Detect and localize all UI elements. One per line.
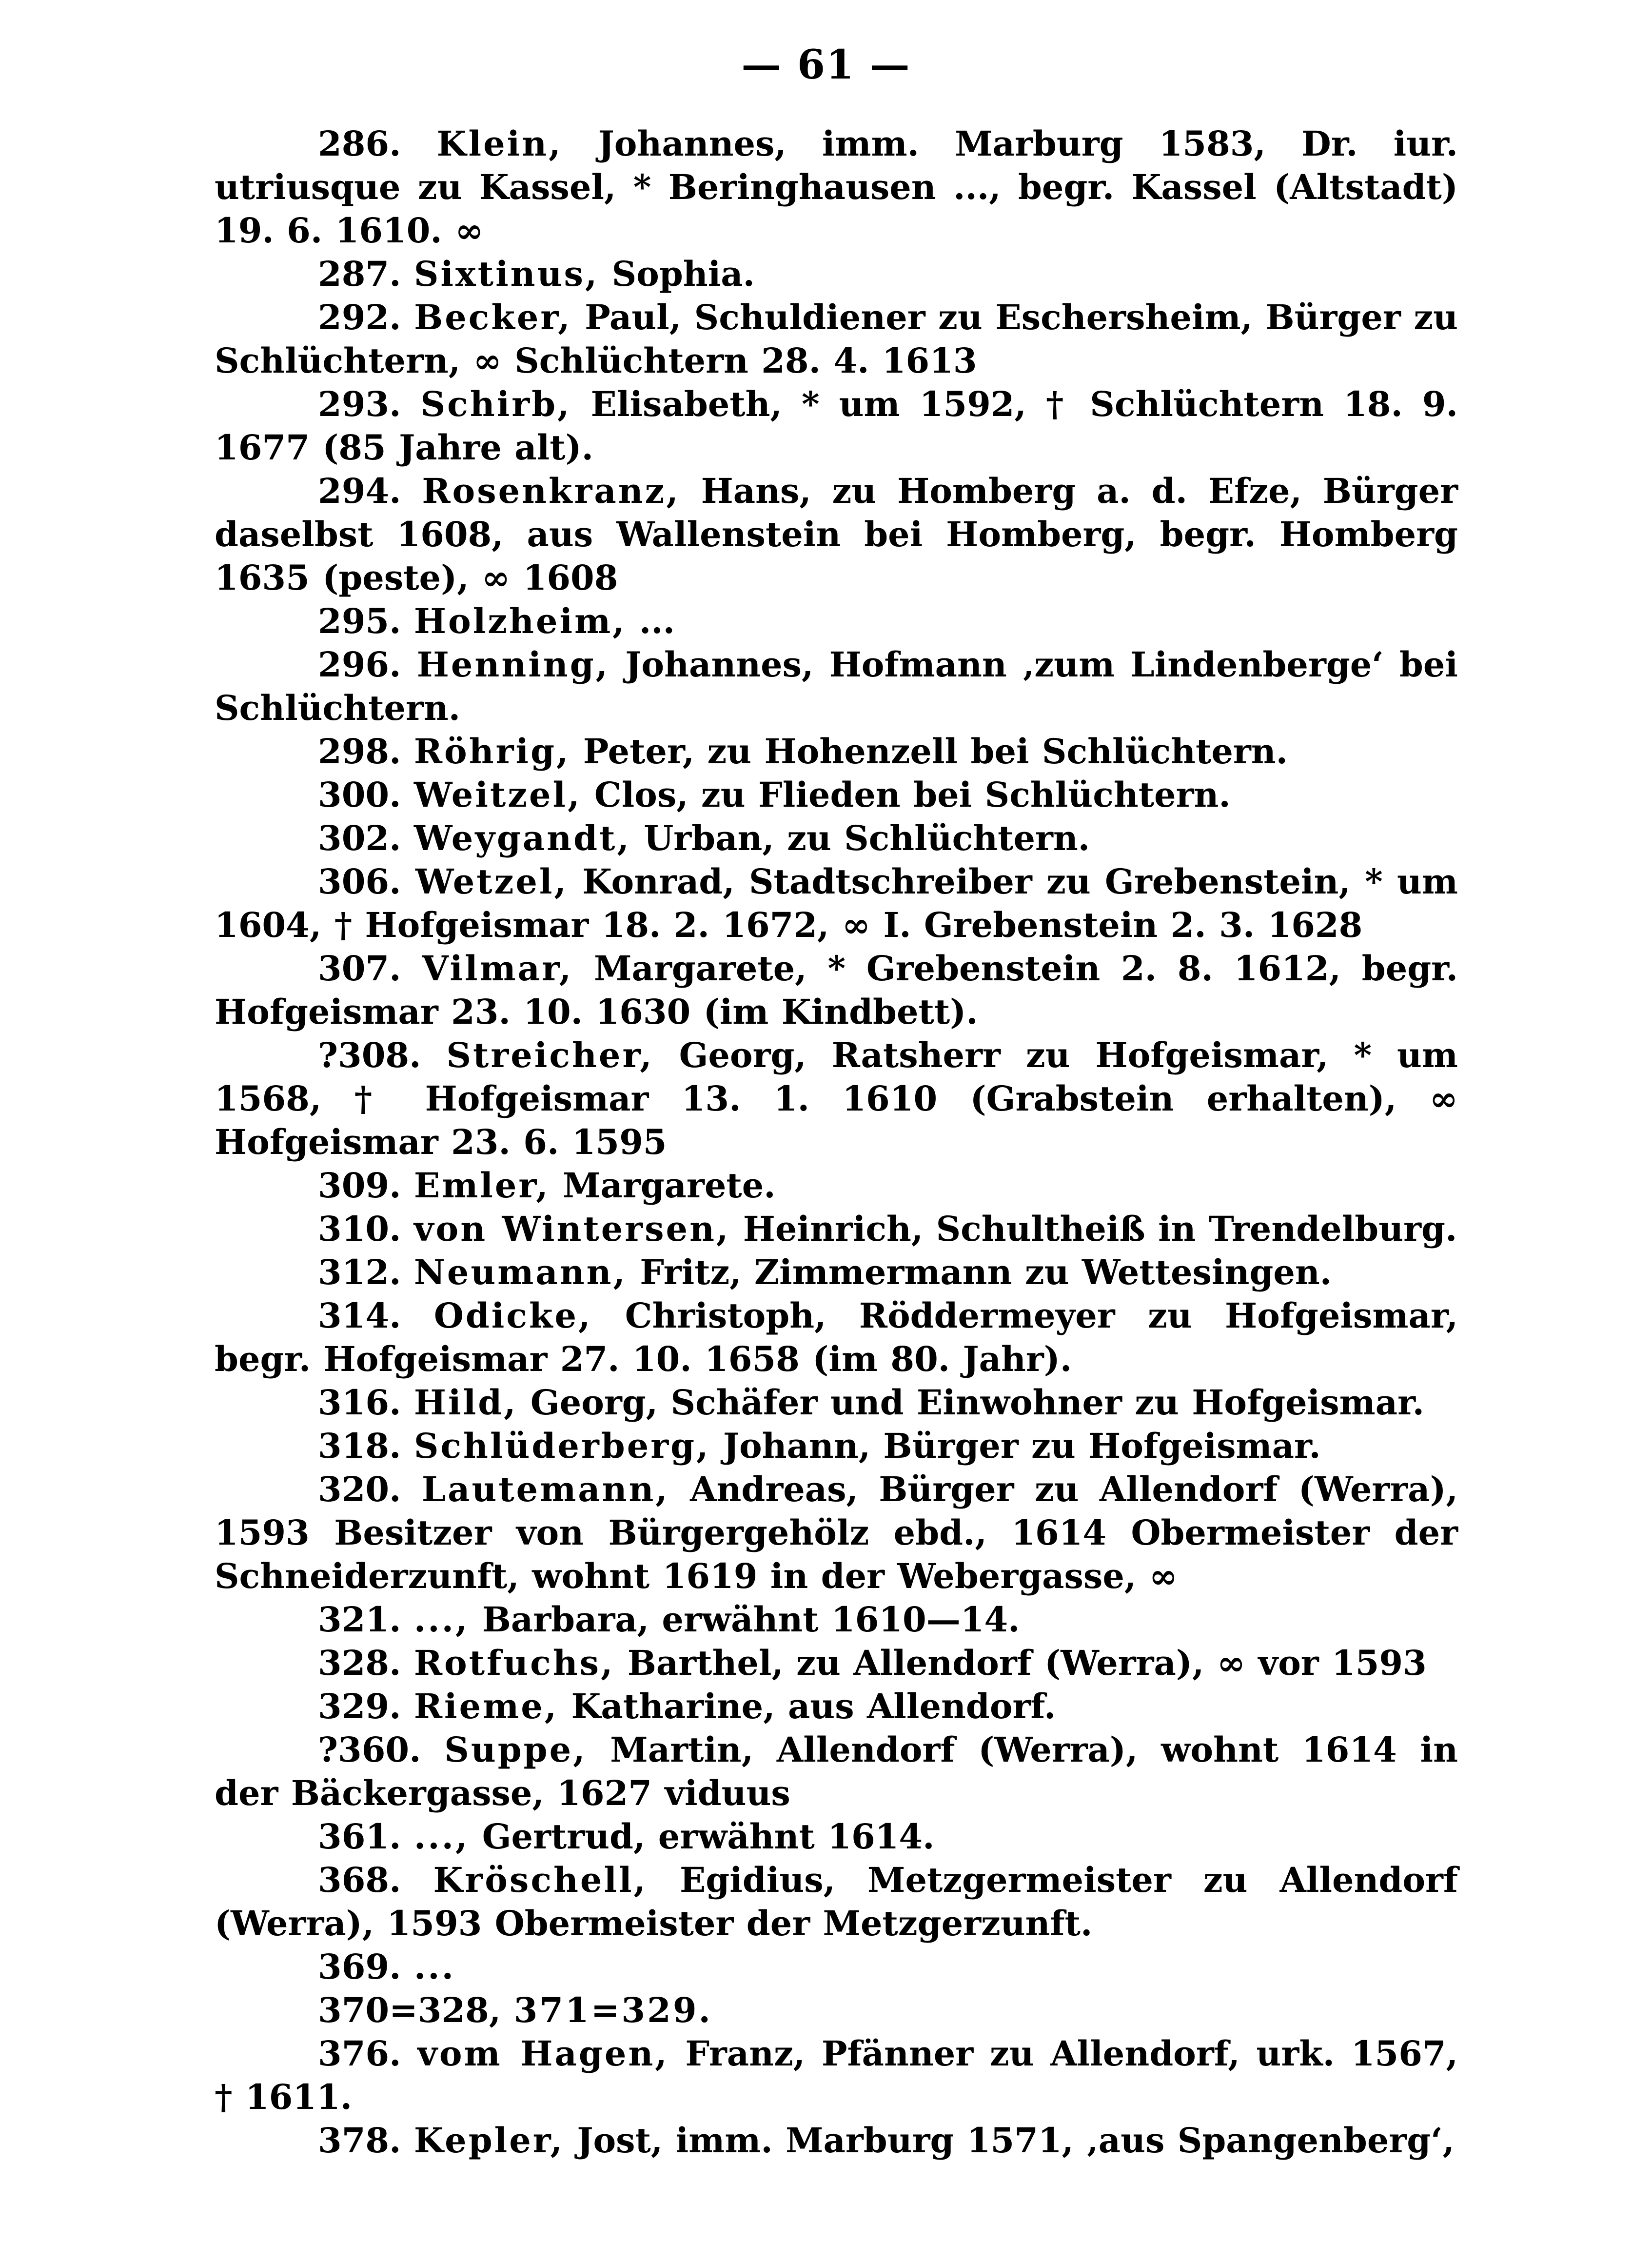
genealogy-entry-287 (215, 252, 1458, 296)
entry-number: 361. (318, 1816, 401, 1857)
entry-text: Jost, imm. Marburg 1571, ‚aus Spangenberg‘, (577, 2120, 1455, 2161)
genealogy-entry-312 (215, 1251, 1458, 1294)
entry-number: 307. (318, 948, 401, 989)
entry-name: Klein, (436, 123, 563, 164)
entry-number: 309. (318, 1165, 401, 1206)
entry-number: 370=328, (318, 1990, 501, 2030)
entry-name: Streicher, (446, 1035, 654, 1075)
entry-name: Schirb, (420, 384, 571, 424)
entry-text: Urban, zu Schlüchtern. (644, 818, 1090, 858)
entry-number: 287. (318, 254, 401, 294)
entry-text: Sophia. (611, 254, 755, 294)
entry-number: 320. (318, 1469, 401, 1509)
entry-text: Heinrich, Schultheiß in Trendelburg. (743, 1209, 1457, 1249)
entry-text: Martin, Allendorf (Werra), wohnt 1614 in der Bäckergasse, 1627 viduus (215, 1729, 1458, 1813)
genealogy-entry-294 (215, 469, 1458, 599)
entry-name: ... (413, 1946, 455, 1987)
entry-number: 376. (318, 2033, 401, 2074)
entry-name: Sixtinus, (413, 254, 599, 294)
genealogy-entry-370 (215, 1988, 1458, 2032)
entry-number: 378. (318, 2120, 401, 2161)
entry-name: Rieme, (413, 1686, 559, 1727)
entry-name: ..., (413, 1816, 470, 1857)
entry-text: Christoph, Röddermeyer zu Hofgeismar, begr. Hofgeismar 27. 10. 1658 (im 80. Jahr). (215, 1295, 1458, 1379)
entry-number: 300. (318, 774, 401, 815)
entry-text: Georg, Ratsherr zu Hofgeismar, * um 1568, † Hofgeismar 13. 1. 1610 (Grabstein erhalten), ∞ Hofgeismar 23. 6. 1595 (215, 1035, 1458, 1162)
genealogy-entry-309 (215, 1164, 1458, 1207)
genealogy-entry-368 (215, 1858, 1458, 1945)
entry-text: ... (639, 601, 675, 641)
genealogy-entry-286 (215, 122, 1458, 252)
entry-name: vom Hagen, (417, 2033, 669, 2074)
entry-number: 314. (318, 1295, 401, 1336)
entry-text: Hans, zu Homberg a. d. Efze, Bürger daselbst 1608, aus Wallenstein bei Homberg, begr. Homberg 1635 (peste), ∞ 1608 (215, 471, 1458, 598)
entry-number: 292. (318, 297, 401, 337)
entry-name: Neumann, (413, 1252, 627, 1292)
entry-name: Kröschell, (433, 1860, 648, 1900)
genealogy-entry-378 (215, 2119, 1458, 2162)
genealogy-entry-369 (215, 1945, 1458, 1988)
entry-text: Andreas, Bürger zu Allendorf (Werra), 1593 Besitzer von Bürgergehölz ebd., 1614 Obermeister der Schneiderzunft, wohnt 1619 in der Webergasse, ∞ (215, 1469, 1458, 1596)
genealogy-entry-321 (215, 1598, 1458, 1641)
entry-name: 371=329. (513, 1990, 712, 2030)
entry-name: Schlüderberg, (413, 1426, 710, 1466)
entry-name: Hild, (413, 1382, 518, 1423)
entry-name: Rotfuchs, (413, 1643, 615, 1683)
entry-name: Weitzel, (413, 774, 582, 815)
genealogy-entry-320 (215, 1468, 1458, 1598)
entry-name: von Wintersen, (413, 1209, 730, 1249)
entry-text: Katharine, aus Allendorf. (571, 1686, 1056, 1727)
entry-number: 302. (318, 818, 401, 858)
entry-name: Odicke, (433, 1295, 592, 1336)
entry-name: Lautemann, (421, 1469, 669, 1509)
entry-number: ?360. (318, 1729, 421, 1770)
genealogy-entry-list (215, 122, 1458, 2162)
entry-number: 312. (318, 1252, 401, 1292)
entry-number: 294. (318, 471, 401, 511)
entry-name: Vilmar, (422, 948, 573, 989)
genealogy-entry-318 (215, 1424, 1458, 1468)
entry-text: Johann, Bürger zu Hofgeismar. (723, 1426, 1321, 1466)
page-number: — 61 — (741, 41, 911, 88)
genealogy-entry-329 (215, 1685, 1458, 1728)
entry-name: Becker, (414, 297, 572, 337)
entry-text: Barthel, zu Allendorf (Werra), ∞ vor 1593 (627, 1643, 1427, 1683)
genealogy-entry-308 (215, 1033, 1458, 1164)
entry-text: Margarete, * Grebenstein 2. 8. 1612, begr. Hofgeismar 23. 10. 1630 (im Kindbett). (215, 948, 1458, 1032)
entry-text: Margarete. (562, 1165, 776, 1206)
entry-name: Wetzel, (415, 861, 568, 902)
entry-text: Barbara, erwähnt 1610—14. (482, 1599, 1020, 1640)
entry-text: Georg, Schäfer und Einwohner zu Hofgeismar. (530, 1382, 1424, 1423)
genealogy-entry-302 (215, 816, 1458, 860)
entry-number: 368. (318, 1860, 401, 1900)
entry-text: Paul, Schuldiener zu Eschersheim, Bürger zu Schlüchtern, ∞ Schlüchtern 28. 4. 1613 (215, 297, 1458, 381)
entry-text: Fritz, Zimmermann zu Wettesingen. (640, 1252, 1332, 1292)
entry-number: ?308. (318, 1035, 421, 1075)
entry-text: Gertrud, erwähnt 1614. (482, 1816, 935, 1857)
genealogy-entry-307 (215, 947, 1458, 1033)
genealogy-entry-293 (215, 382, 1458, 469)
entry-name: Henning, (416, 644, 610, 685)
genealogy-entry-316 (215, 1381, 1458, 1424)
entry-number: 329. (318, 1686, 401, 1727)
genealogy-entry-295 (215, 599, 1458, 643)
genealogy-entry-300 (215, 773, 1458, 816)
entry-number: 296. (318, 644, 401, 685)
entry-name: Kepler, (413, 2120, 564, 2161)
entry-text: Franz, Pfänner zu Allendorf, urk. 1567, † 1611. (215, 2033, 1458, 2117)
entry-name: Suppe, (444, 1729, 587, 1770)
entry-number: 286. (318, 123, 401, 164)
entry-text: Peter, zu Hohenzell bei Schlüchtern. (583, 731, 1288, 772)
genealogy-entry-298 (215, 730, 1458, 773)
entry-text: Elisabeth, * um 1592, † Schlüchtern 18. 9. 1677 (85 Jahre alt). (215, 384, 1458, 468)
entry-number: 310. (318, 1209, 401, 1249)
entry-number: 316. (318, 1382, 401, 1423)
entry-name: Rosenkranz, (422, 471, 680, 511)
entry-name: ..., (413, 1599, 470, 1640)
entry-number: 321. (318, 1599, 401, 1640)
entry-number: 298. (318, 731, 401, 772)
entry-name: Holzheim, (413, 601, 627, 641)
entry-number: 318. (318, 1426, 401, 1466)
entry-text: Clos, zu Flieden bei Schlüchtern. (594, 774, 1231, 815)
entry-text: Konrad, Stadtschreiber zu Grebenstein, * um 1604, † Hofgeismar 18. 2. 1672, ∞ I. Grebenstein 2. 3. 1628 (215, 861, 1458, 945)
genealogy-entry-360 (215, 1728, 1458, 1815)
genealogy-entry-296 (215, 643, 1458, 730)
genealogy-entry-328 (215, 1641, 1458, 1685)
entry-number: 293. (318, 384, 401, 424)
entry-text: Johannes, imm. Marburg 1583, Dr. iur. utriusque zu Kassel, * Beringhausen ..., begr. Kassel (Altstadt) 19. 6. 1610. ∞ (215, 123, 1458, 251)
entry-number: 295. (318, 601, 401, 641)
entry-number: 306. (318, 861, 401, 902)
entry-number: 369. (318, 1946, 401, 1987)
entry-name: Röhrig, (413, 731, 570, 772)
entry-text: Johannes, Hofmann ‚zum Lindenberge‘ bei Schlüchtern. (215, 644, 1458, 728)
genealogy-entry-314 (215, 1294, 1458, 1381)
genealogy-entry-292 (215, 296, 1458, 382)
entry-text: Egidius, Metzgermeister zu Allendorf (Werra), 1593 Obermeister der Metzgerzunft. (215, 1860, 1458, 1944)
genealogy-entry-310 (215, 1207, 1458, 1251)
genealogy-entry-376 (215, 2032, 1458, 2119)
entry-name: Emler, (413, 1165, 550, 1206)
genealogy-entry-306 (215, 860, 1458, 947)
entry-number: 328. (318, 1643, 401, 1683)
genealogy-entry-361 (215, 1815, 1458, 1858)
entry-name: Weygandt, (413, 818, 631, 858)
